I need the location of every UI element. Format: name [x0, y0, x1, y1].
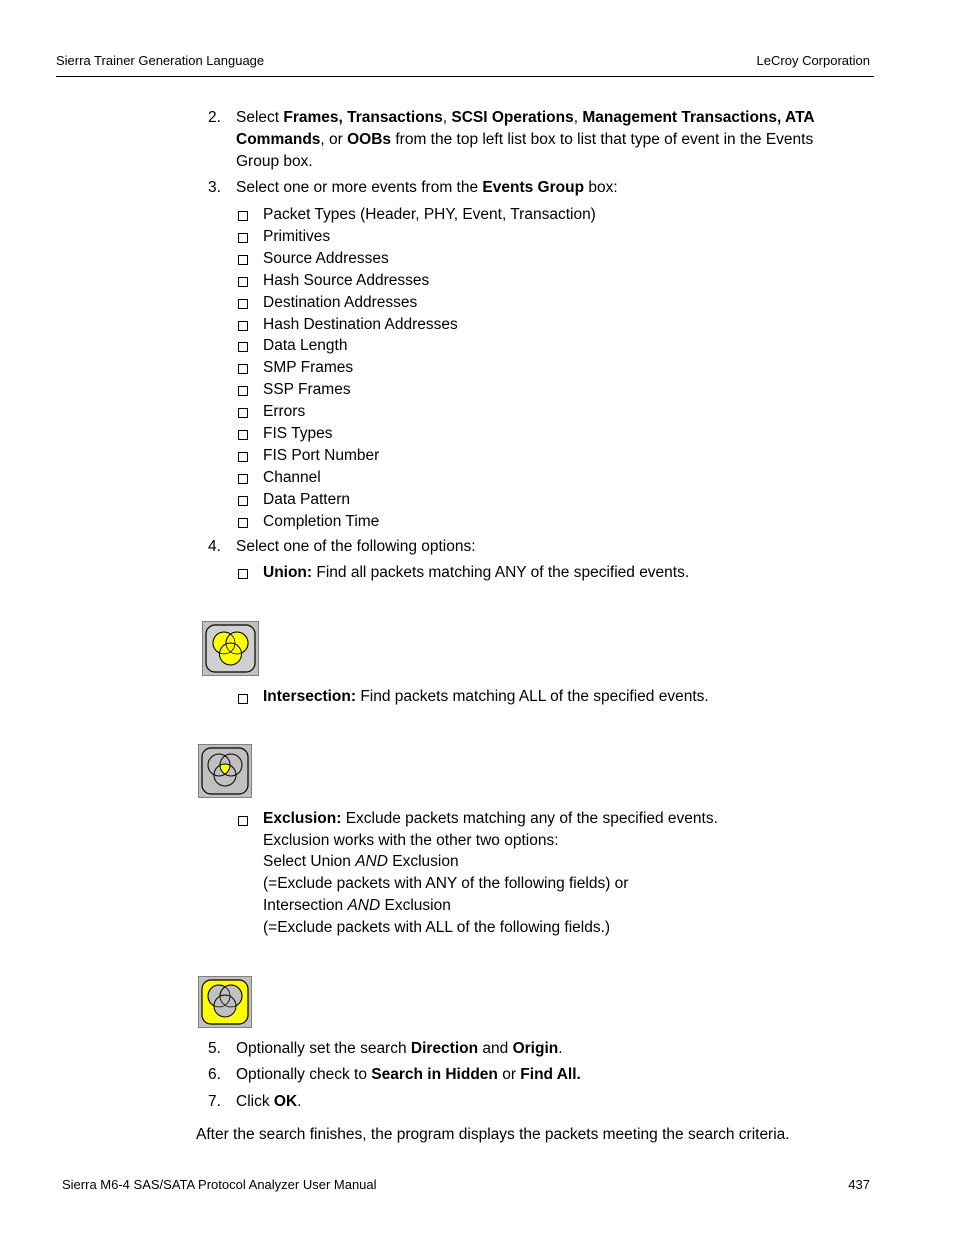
header-company: LeCroy Corporation [756, 53, 870, 68]
list-bullet [238, 518, 248, 528]
list-item: FIS Port Number [263, 447, 380, 464]
list-bullet [238, 233, 248, 243]
step-2-line-2: Commands, or OOBs from the top left list box to list that type of event in the Events [236, 131, 814, 148]
step-3-text: Select one or more events from the Events Group box: [236, 179, 618, 196]
footer-manual-title: Sierra M6-4 SAS/SATA Protocol Analyzer User Manual [62, 1177, 377, 1192]
list-item: SMP Frames [263, 359, 354, 376]
step-6-text: Optionally check to Search in Hidden or Find All. [236, 1066, 581, 1083]
list-item: Channel [263, 469, 321, 486]
list-item: Completion Time [263, 513, 380, 530]
exclusion-venn-icon [198, 976, 252, 1028]
exclusion-line-6: (=Exclude packets with ALL of the following fields.) [263, 919, 611, 936]
list-bullet [238, 342, 248, 352]
list-item: Primitives [263, 228, 331, 245]
list-bullet [238, 474, 248, 484]
exclusion-line-2: Exclusion works with the other two options: [263, 832, 559, 849]
step-4-text: Select one of the following options: [236, 538, 476, 555]
union-venn-icon [202, 621, 259, 676]
list-item: Source Addresses [263, 250, 389, 267]
list-item: Hash Source Addresses [263, 272, 430, 289]
list-item: Data Pattern [263, 491, 351, 508]
exclusion-line-3: Select Union AND Exclusion [263, 853, 459, 870]
step-5-text: Optionally set the search Direction and Origin. [236, 1040, 563, 1057]
list-bullet [238, 299, 248, 309]
list-item: Hash Destination Addresses [263, 316, 458, 333]
list-bullet [238, 452, 248, 462]
list-item: FIS Types [263, 425, 333, 442]
list-item: Errors [263, 403, 306, 420]
step-number: 2. [208, 109, 221, 126]
step-number: 6. [208, 1066, 221, 1083]
list-item: Packet Types (Header, PHY, Event, Transaction) [263, 206, 596, 223]
exclusion-line-5: Intersection AND Exclusion [263, 897, 451, 914]
exclusion-line-4: (=Exclude packets with ANY of the following fields) or [263, 875, 629, 892]
list-item: SSP Frames [263, 381, 351, 398]
exclusion-option-text: Exclusion: Exclude packets matching any of the specified events. [263, 810, 718, 827]
intersection-option-text: Intersection: Find packets matching ALL of the specified events. [263, 688, 709, 705]
header-title: Sierra Trainer Generation Language [56, 53, 265, 68]
list-bullet [238, 255, 248, 265]
union-option-text: Union: Find all packets matching ANY of the specified events. [263, 564, 690, 581]
list-bullet [238, 211, 248, 221]
list-bullet [238, 496, 248, 506]
list-item: Destination Addresses [263, 294, 418, 311]
list-bullet [238, 408, 248, 418]
step-number: 3. [208, 179, 221, 196]
step-number: 4. [208, 538, 221, 555]
list-bullet [238, 386, 248, 396]
list-bullet [238, 430, 248, 440]
step-number: 7. [208, 1093, 221, 1110]
list-bullet [238, 364, 248, 374]
intersection-venn-icon [198, 744, 252, 798]
step-7-text: Click OK. [236, 1093, 302, 1110]
step-2-line-1: Select Frames, Transactions, SCSI Operations, Management Transactions, ATA [236, 109, 815, 126]
list-item: Data Length [263, 337, 348, 354]
list-bullet [238, 277, 248, 287]
step-number: 5. [208, 1040, 221, 1057]
page-header [56, 52, 874, 77]
list-bullet [238, 816, 248, 826]
step-2-line-3: Group box. [236, 153, 313, 170]
list-bullet [238, 694, 248, 704]
page-number: 437 [848, 1177, 870, 1192]
list-bullet [238, 569, 248, 579]
closing-paragraph: After the search finishes, the program displays the packets meeting the search criteria. [196, 1126, 790, 1143]
list-bullet [238, 321, 248, 331]
